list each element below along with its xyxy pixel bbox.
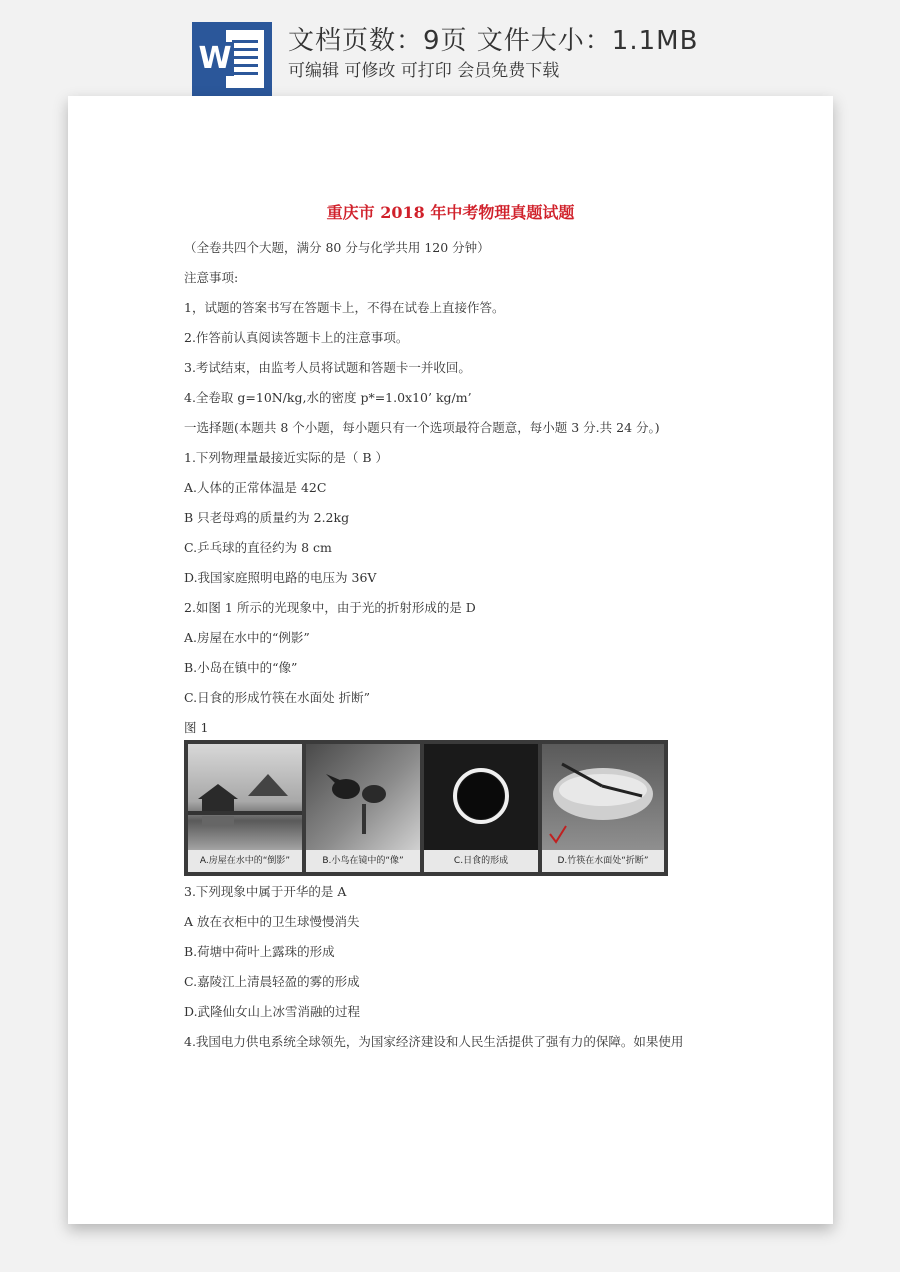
notice-heading: 注意事项: [184, 270, 239, 285]
word-document-icon [192, 22, 272, 96]
figure-panel-chopstick [542, 744, 664, 872]
figure-panel-eclipse [424, 744, 538, 872]
file-info-title: 文档页数：9页 文件大小：1.1MB [288, 26, 699, 56]
answer-option: A 放在衣柜中的卫生球慢慢消失 [184, 914, 360, 929]
figure-caption: A.房屋在水中的“倒影” [188, 850, 302, 872]
house-reflection-drawing [188, 744, 302, 850]
answer-option: A.人体的正常体温是 42C [184, 480, 327, 495]
exam-note: （全卷共四个大题，满分 80 分与化学共用 120 分钟） [184, 240, 490, 255]
document-title: 重庆市 2018 年中考物理真题试题 [326, 203, 575, 222]
answer-option: B 只老母鸡的质量约为 2.2kg [184, 510, 350, 525]
question-text: 2.如图 1 所示的光现象中，由于光的折射形成的是 D [184, 600, 476, 615]
question-text: 4.我国电力供电系统全球领先，为国家经济建设和人民生活提供了强有力的保障。如果使用 [184, 1034, 684, 1049]
word-logo-letter: W [196, 42, 234, 76]
figure-1-image [184, 740, 668, 876]
answer-option: B.荷塘中荷叶上露珠的形成 [184, 944, 335, 959]
answer-option: A.房屋在水中的“例影” [184, 630, 310, 645]
question-text: 1.下列物理量最接近实际的是（ B ） [184, 450, 389, 465]
answer-option: C.乒乓球的直径约为 8 cm [184, 540, 332, 555]
notice-item: 2.作答前认真阅读答题卡上的注意事项。 [184, 330, 409, 345]
file-features-subtitle: 可编辑 可修改 可打印 会员免费下载 [288, 61, 560, 81]
text-line-decoration [232, 72, 258, 75]
figure-caption: B.小鸟在镜中的“像” [306, 850, 420, 872]
answer-option: D.我国家庭照明电路的电压为 36V [184, 570, 377, 585]
question-text: 3.下列现象中属于开华的是 A [184, 884, 347, 899]
text-line-decoration [232, 56, 258, 59]
text-line-decoration [232, 64, 258, 67]
figure-caption: C.日食的形成 [424, 850, 538, 872]
chopstick-bowl-drawing [542, 744, 664, 850]
notice-item: 3.考试结束，由监考人员将试题和答题卡一并收回。 [184, 360, 471, 375]
answer-option: C.嘉陵江上清晨轻盈的雾的形成 [184, 974, 360, 989]
bird-mirror-drawing [306, 744, 420, 850]
header-banner [0, 0, 900, 100]
figure-panel-reflection [188, 744, 302, 872]
figure-panel-mirror [306, 744, 420, 872]
answer-option: B.小岛在镇中的“像” [184, 660, 298, 675]
figure-label: 图 1 [184, 720, 209, 735]
solar-eclipse-drawing [424, 744, 538, 850]
notice-item: 1，试题的答案书写在答题卡上，不得在试卷上直接作答。 [184, 300, 505, 315]
text-line-decoration [232, 40, 258, 43]
answer-option: C.日食的形成竹筷在水面处 折断” [184, 690, 370, 705]
section-heading: 一选择题(本题共 8 个小题，每小题只有一个选项最符合题意，每小题 3 分.共 24 分。) [184, 420, 660, 435]
document-page [68, 96, 833, 1224]
text-line-decoration [232, 48, 258, 51]
figure-caption: D.竹筷在水面处“折断” [542, 850, 664, 872]
notice-item: 4.全卷取 g=10N/kg,水的密度 p*=1.0x10’ kg/m’ [184, 390, 472, 405]
answer-option: D.武隆仙女山上冰雪消融的过程 [184, 1004, 361, 1019]
